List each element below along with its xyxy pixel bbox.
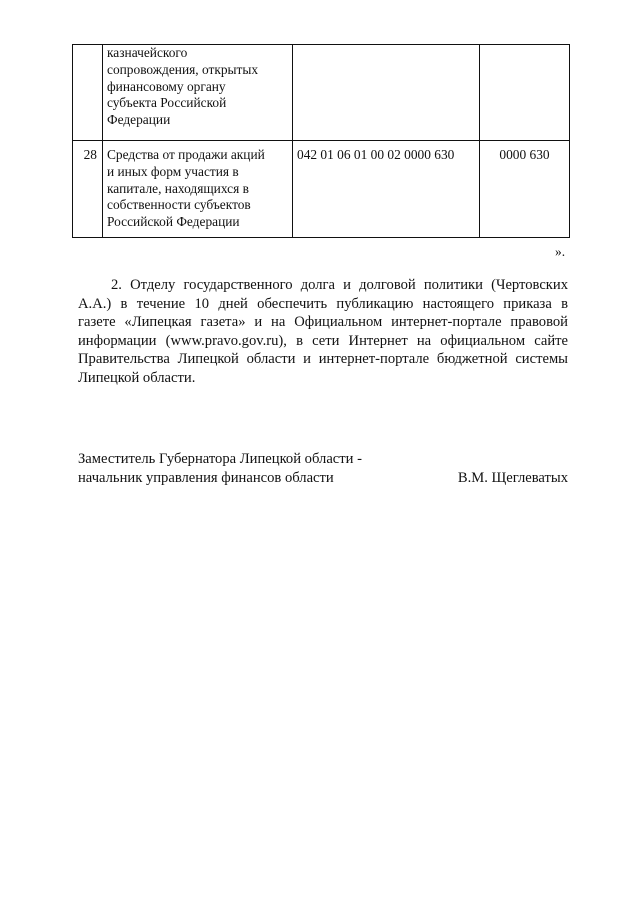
paragraph-line: газете «Липецкая газета» и на Официальном интернет-портале правовой [78,314,568,331]
cell-text-line: казначейского [107,45,188,60]
row-code-cell [293,45,480,141]
signatory-name: В.М. Щеглеватых [457,469,568,486]
paragraph-line: информации (www.pravo.gov.ru), в сети Интернет на официальном сайте [78,332,568,349]
signatory-position-line-1: Заместитель Губернатора Липецкой области - [78,451,362,467]
cell-text-line: капитале, находящихся в [107,180,249,196]
paragraph-line: Липецкой области. [78,369,196,386]
row-code-cell: 042 01 06 01 00 02 0000 630 [293,141,480,238]
row-number-cell: 28 [73,141,103,238]
signature-block [78,450,568,487]
cell-text-line: финансовому органу [107,78,226,94]
revenue-codes-table [72,44,570,238]
cell-text-line: Российской Федерации [107,214,240,230]
cell-text-line: Федерации [107,112,171,128]
cell-text-line: субъекта Российской [107,95,227,111]
cell-text-line: сопровождения, открытых [107,61,259,77]
row-name-cell [103,45,293,141]
cell-text-line: Средства от продажи акций [107,147,265,162]
table-row [73,141,570,238]
row-short-code-cell: 0000 630 [480,141,570,238]
row-short-code-cell [480,45,570,141]
row-name-cell [103,141,293,238]
paragraph-line: Правительства Липецкой области и интернет-портале бюджетной системы [78,351,568,368]
closing-quote: ». [555,244,566,259]
table-row [73,45,570,141]
cell-text-line: собственности субъектов [107,197,251,213]
signatory-position-line-2: начальник управления финансов области [78,469,334,486]
cell-text-line: и иных форм участия в [107,163,239,179]
paragraph-line: А.А.) в течение 10 дней обеспечить публикацию настоящего приказа в [78,295,568,312]
paragraph-line: 2. Отделу государственного долга и долговой политики (Чертовских [111,277,568,293]
paragraph-2 [78,276,568,388]
row-number-cell [73,45,103,141]
